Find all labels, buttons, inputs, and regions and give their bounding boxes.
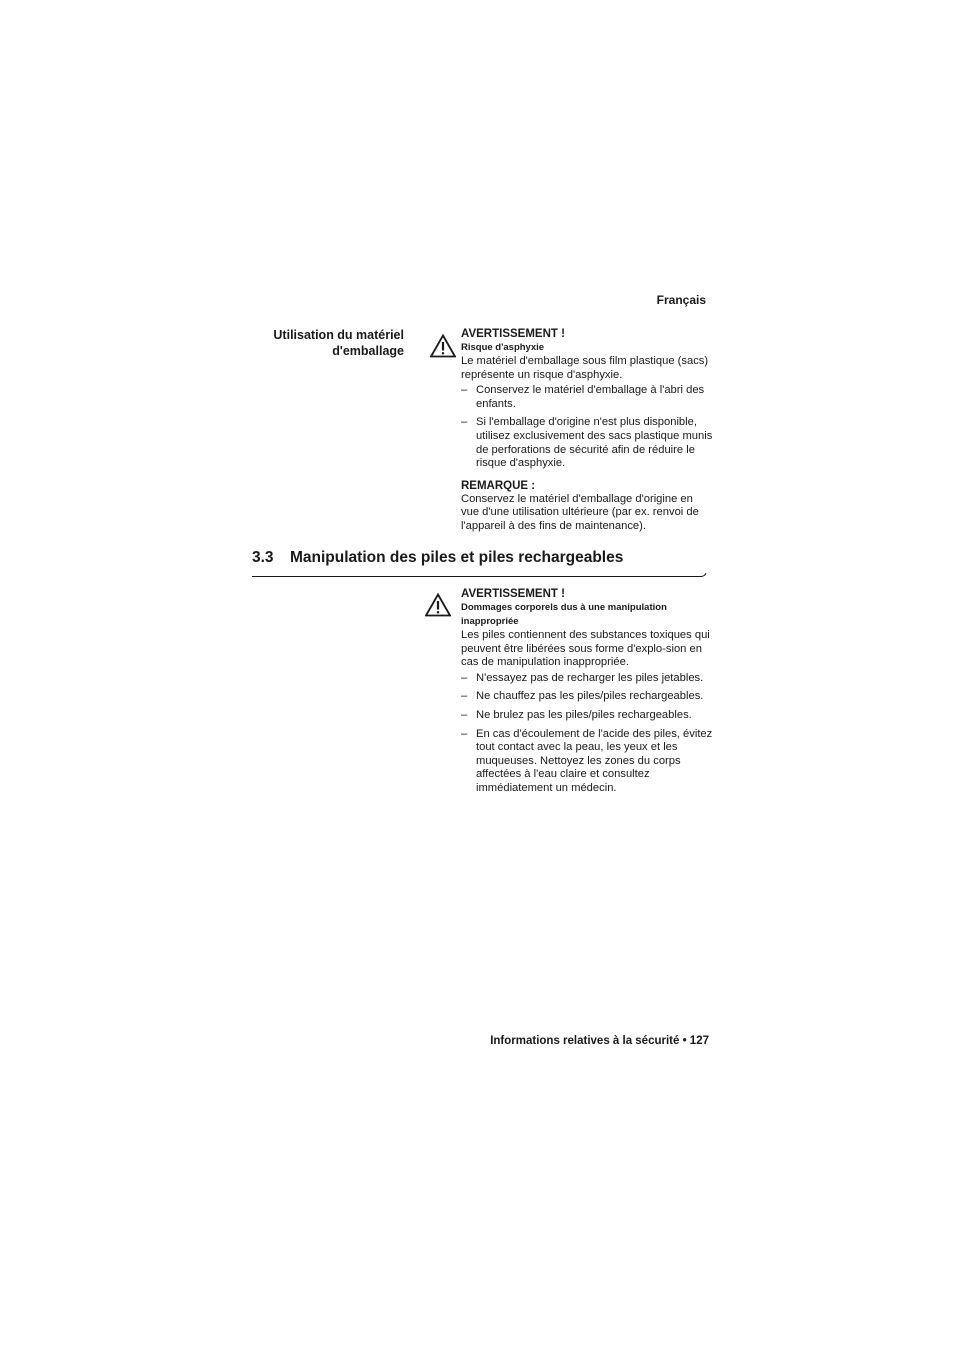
warning-text: Les piles contiennent des substances toxiques qui peuvent être libérées sous forme d'explo-sion en cas de manipulation inappropriée. (461, 629, 710, 669)
language-label: Français (656, 293, 706, 307)
list-item-text: Si l'emballage d'origine n'est plus disponible, utilisez exclusivement des sacs plastique munis de perforations de sécurité afin de réduire le risque d'asphyxie. (476, 416, 713, 470)
list-item-text: Ne brulez pas les piles/piles rechargeables. (476, 708, 692, 721)
list-item: – Si l'emballage d'origine n'est plus disponible, utilisez exclusivement des sacs plastique munis de perforations de sécurité afin de réduire le risque d'asphyxie. (461, 416, 713, 470)
list-item: – Conservez le matériel d'emballage à l'abri des enfants. (461, 384, 705, 410)
warning-text: Le matériel d'emballage sous film plastique (sacs) représente un risque d'asphyxie. (461, 355, 709, 381)
warning-triangle-icon (430, 334, 456, 358)
side-heading-line-1: Utilisation du matériel (273, 328, 404, 342)
section-number: 3.3 (252, 549, 274, 566)
warning-list (461, 672, 713, 796)
list-item-text: En cas d'écoulement de l'acide des piles, évitez tout contact avec la peau, les yeux et les muqueuses. Nettoyez les zones du corps affectées à l'eau claire et consultez immédiatement un médecin. (476, 727, 713, 794)
warning-title: AVERTISSEMENT ! (461, 588, 565, 600)
page-footer: Informations relatives à la sécurité • 127 (490, 1035, 709, 1047)
list-item-text: Ne chauffez pas les piles/piles rechargeables. (476, 690, 704, 703)
warning-triangle-icon (425, 593, 451, 617)
rule-corner-decoration (700, 572, 707, 579)
warning-title: AVERTISSEMENT ! (461, 328, 565, 340)
side-heading-line-2: d'emballage (332, 344, 404, 358)
section-rule (252, 576, 702, 577)
list-item: – En cas d'écoulement de l'acide des piles, évitez tout contact avec la peau, les yeux et les muqueuses. Nettoyez les zones du corps affectées à l'eau claire et consultez immédiatement un médecin. (461, 727, 713, 794)
batteries-warning-block (461, 587, 713, 801)
list-item-text: Conservez le matériel d'emballage à l'abri des enfants. (476, 384, 705, 410)
side-heading-packaging (240, 327, 404, 359)
section-heading (252, 549, 623, 567)
warning-subtitle: Risque d'asphyxie (461, 342, 545, 353)
warning-list (461, 384, 713, 471)
packaging-warning-block (461, 327, 713, 534)
list-item: – Ne brulez pas les piles/piles rechargeables. (461, 708, 692, 721)
warning-subtitle: Dommages corporels dus à une manipulation inappropriée (461, 602, 667, 627)
list-item-text: N'essayez pas de recharger les piles jetables. (476, 671, 704, 684)
note-title: REMARQUE : (461, 479, 536, 492)
list-item: – Ne chauffez pas les piles/piles rechargeables. (461, 690, 704, 703)
section-title: Manipulation des piles et piles rechargeables (290, 549, 624, 566)
note-text: Conservez le matériel d'emballage d'origine en vue d'une utilisation ultérieure (par ex. renvoi de l'appareil à des fins de maintenance). (461, 492, 699, 532)
list-item: – N'essayez pas de recharger les piles jetables. (461, 671, 704, 684)
